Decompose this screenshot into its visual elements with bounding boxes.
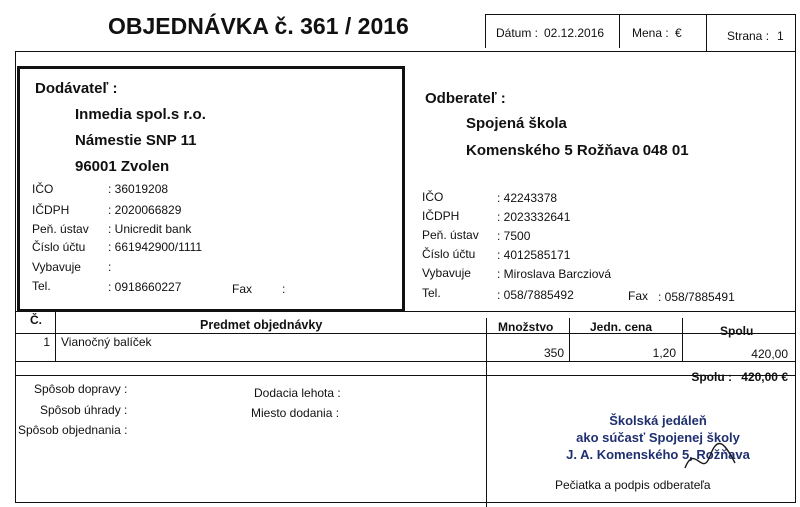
stamp-line-3: J. A. Komenského 5, Rožňava: [566, 447, 750, 462]
header-page-box: [706, 14, 796, 52]
page-value: 1: [777, 29, 784, 43]
delivery-time-label: Dodacia lehota :: [254, 386, 341, 400]
customer-heading: Odberateľ :: [425, 90, 506, 107]
grand-total-value: 420,00 €: [741, 370, 788, 384]
header-date-box: [485, 14, 620, 48]
grand-total-label: Spolu :: [691, 370, 732, 384]
row-no: 1: [43, 335, 50, 349]
supplier-street: Námestie SNP 11: [75, 132, 197, 149]
supplier-name: Inmedia spol.s r.o.: [75, 106, 206, 123]
supplier-ico: : 36019208: [108, 182, 169, 196]
table-col-sep-total: [682, 318, 683, 361]
signature-label: Pečiatka a podpis odberateľa: [555, 478, 711, 492]
supplier-icdph: : 2020066829: [108, 203, 182, 217]
order-method-label: Spôsob objednania :: [18, 423, 128, 437]
table-col-sep-no: [55, 311, 56, 361]
supplier-account-label: Číslo účtu: [32, 240, 86, 254]
supplier-city: 96001 Zvolen: [75, 158, 170, 175]
payment-label: Spôsob úhrady :: [40, 403, 128, 417]
date-label: Dátum :: [496, 26, 539, 40]
col-header-total: Spolu: [720, 324, 754, 338]
supplier-fax-label: Fax: [232, 282, 253, 296]
customer-tel-label: Tel.: [422, 286, 441, 300]
delivery-place-label: Miesto dodania :: [251, 406, 340, 420]
row-unit-price: 1,20: [652, 346, 676, 360]
supplier-handles: :: [108, 260, 112, 274]
customer-account-label: Číslo účtu: [422, 247, 476, 261]
signature-mark: [680, 438, 740, 478]
col-header-item: Predmet objednávky: [200, 318, 323, 332]
supplier-bank: : Unicredit bank: [108, 222, 192, 236]
supplier-box: [17, 66, 405, 312]
date-value: 02.12.2016: [544, 26, 605, 40]
supplier-icdph-label: IČDPH: [32, 203, 70, 217]
row-item: Vianočný balíček: [61, 335, 152, 349]
customer-tel: : 058/7885492: [497, 288, 574, 302]
col-header-unit-price: Jedn. cena: [590, 320, 653, 334]
customer-address: Komenského 5 Rožňava 048 01: [466, 142, 689, 159]
table-col-sep-unit: [569, 318, 570, 361]
supplier-handles-label: Vybavuje: [32, 260, 81, 274]
row-qty: 350: [543, 346, 564, 360]
table-top-line: [15, 311, 796, 312]
currency-label: Mena :: [632, 26, 669, 40]
customer-icdph: : 2023332641: [497, 210, 571, 224]
document-title: OBJEDNÁVKA č. 361 / 2016: [108, 13, 409, 39]
customer-handles: : Miroslava Barcziová: [497, 267, 612, 281]
customer-ico-label: IČO: [422, 190, 444, 204]
supplier-tel-label: Tel.: [32, 279, 51, 293]
customer-fax: : 058/7885491: [658, 290, 735, 304]
customer-account: : 4012585171: [497, 248, 571, 262]
transport-label: Spôsob dopravy :: [34, 382, 128, 396]
supplier-heading: Dodávateľ :: [35, 80, 118, 97]
supplier-bank-label: Peň. ústav: [32, 222, 89, 236]
stamp-line-2: ako súčasť Spojenej školy: [576, 430, 740, 445]
table-row-line: [15, 361, 796, 362]
page-label: Strana :: [727, 29, 770, 43]
supplier-tel: : 0918660227: [108, 280, 182, 294]
stamp-line-1: Školská jedáleň: [609, 413, 707, 428]
customer-bank-label: Peň. ústav: [422, 228, 479, 242]
customer-name: Spojená škola: [466, 115, 567, 132]
customer-handles-label: Vybavuje: [422, 266, 471, 280]
customer-fax-label: Fax: [628, 289, 649, 303]
table-header-line: [15, 333, 796, 334]
col-header-no: Č.: [30, 313, 42, 327]
col-header-qty: Množstvo: [498, 320, 554, 334]
customer-icdph-label: IČDPH: [422, 209, 460, 223]
supplier-account: : 661942900/1111: [108, 240, 203, 254]
row-total: 420,00: [751, 347, 788, 361]
customer-ico: : 42243378: [497, 191, 558, 205]
currency-value: €: [675, 26, 682, 40]
customer-bank: : 7500: [497, 229, 531, 243]
table-col-sep-qty: [486, 318, 487, 507]
header-currency-box: [619, 14, 707, 48]
supplier-ico-label: IČO: [32, 182, 54, 196]
supplier-fax: :: [282, 282, 286, 296]
